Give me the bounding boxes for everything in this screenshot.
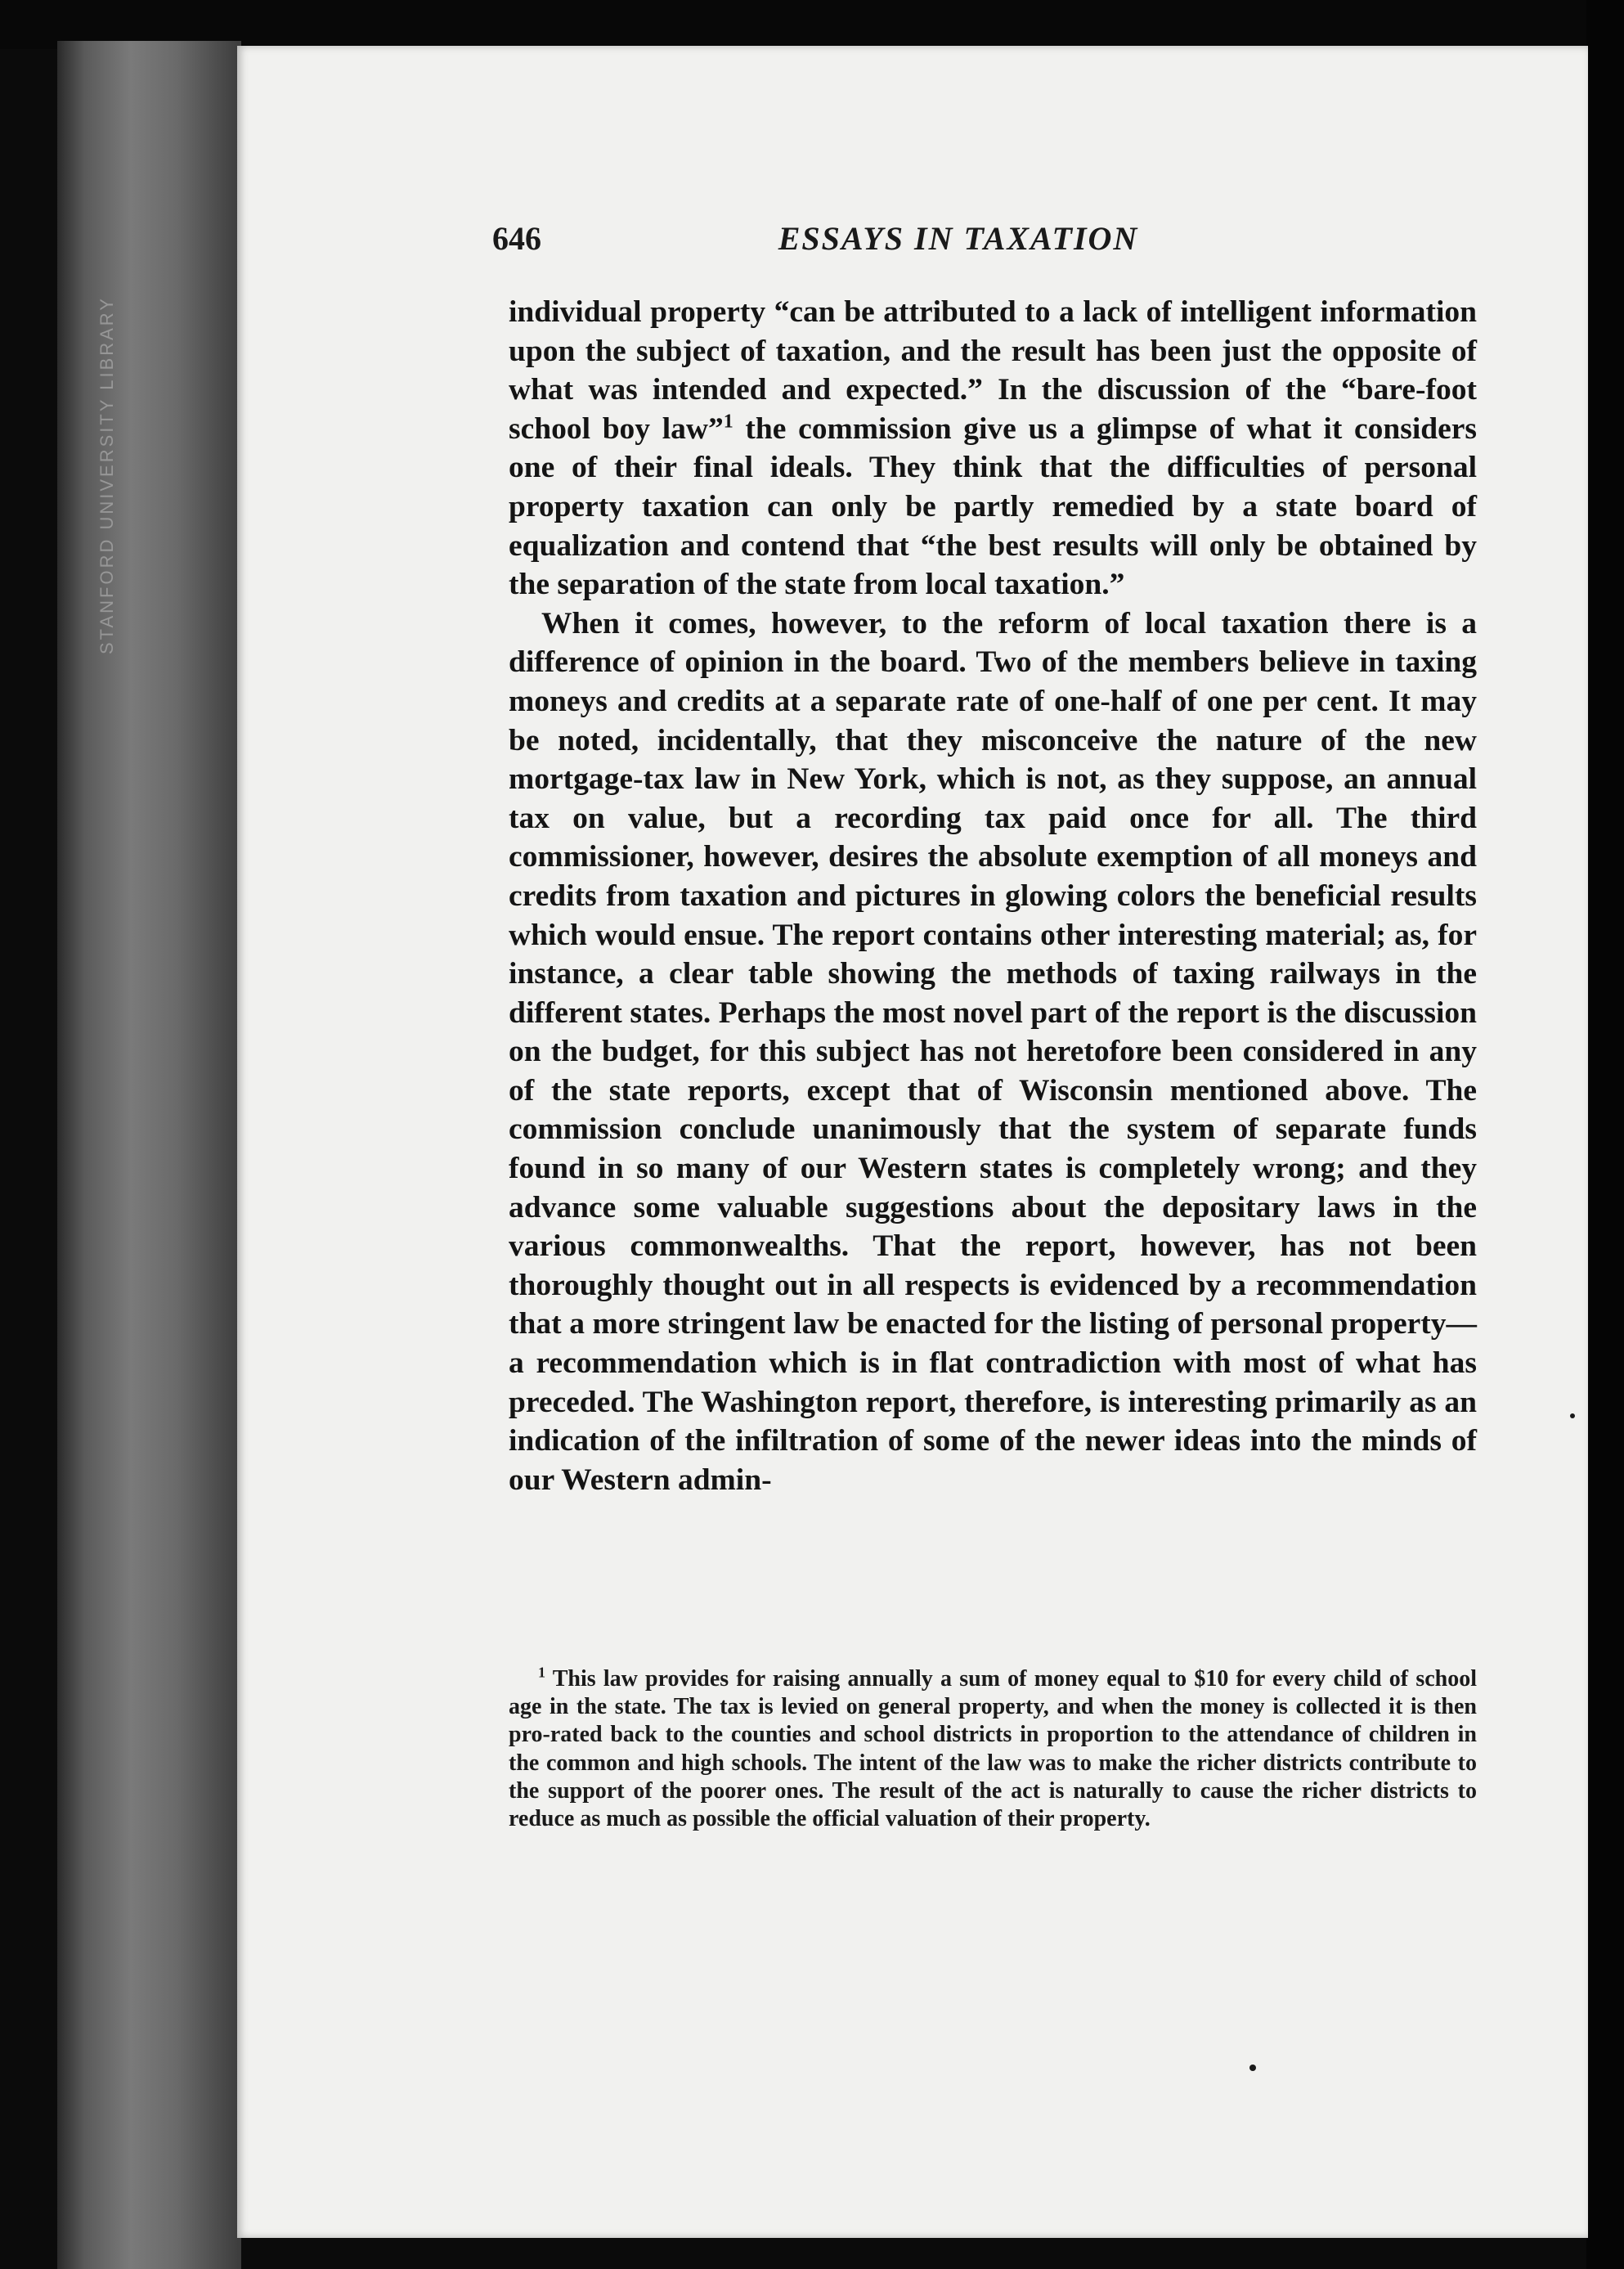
scan-border-top (0, 0, 1624, 49)
footnote-reference: 1 (723, 411, 733, 433)
ink-speck (1249, 2065, 1256, 2071)
book-spine (57, 41, 241, 2269)
ink-speck (1570, 1413, 1575, 1418)
page-header (492, 219, 1424, 260)
spine-stamp: STANFORD UNIVERSITY LIBRARY (96, 296, 117, 654)
paragraph-text: individual property “can be attributed to a lack of intelligent information upon the subject of taxation, and the result has been just the opposite of what was intended and expected.” In the discussion of the “bare-foot school boy law” (509, 295, 1477, 446)
scan-border-right (1586, 0, 1624, 2269)
paragraph (509, 293, 1477, 604)
page-number: 646 (492, 220, 541, 257)
paragraph-text: the commission give us a glimpse of what it considers one of their final ideals. They think that the difficulties of personal property taxation can only be partly remedied by a state board of equalization and contend that “the best results will only be obtained by the separation of the state from local taxation.” (509, 411, 1477, 602)
footnote-mark: 1 (538, 1664, 545, 1681)
footnote (509, 1665, 1477, 1833)
body-text (509, 293, 1477, 1499)
running-title: ESSAYS IN TAXATION (778, 220, 1139, 257)
paragraph: When it comes, however, to the reform of local taxation there is a difference of opinion in the board. Two of the members believe in taxing moneys and credits at a separate rate of one-half of one per cent. It may be noted, incidentally, that they misconceive the nature of the new mortgage-tax law in New York, which is not, as they suppose, an annual tax on value, but a recording tax paid once for all. The third commissioner, however, desires the absolute exemption of all moneys and credits from taxation and pictures in glowing colors the beneficial results which would ensue. The report contains other interesting material; as, for instance, a clear table showing the methods of taxing railways in the different states. Perhaps the most novel part of the report is the discussion on the budget, for this subject has not heretofore been considered in any of the state reports, except that of Wisconsin mentioned above. The commission conclude unanimously that the system of separate funds found in so many of our Western states is completely wrong; and they advance some valuable suggestions about the depositary laws in the various commonwealths. That the report, however, has not been thoroughly thought out in all respects is evidenced by a recommendation that a more stringent law be enacted for the listing of personal property—a recommendation which is in flat contradiction with most of what has preceded. The Washington report, therefore, is interesting primarily as an indication of the infiltration of some of the newer ideas into the minds of our Western admin- (509, 606, 1477, 1497)
footnote-text: This law provides for raising annually a sum of money equal to $10 for every child of school age in the state. The tax is levied on general property, and when the money is collected it is then pro-rated back to the counties and school districts in proportion to the attendance of children in the common and high schools. The intent of the law was to make the richer districts contribute to the support of the poorer ones. The result of the act is naturally to cause the richer districts to reduce as much as possible the official valuation of their property. (509, 1666, 1477, 1832)
